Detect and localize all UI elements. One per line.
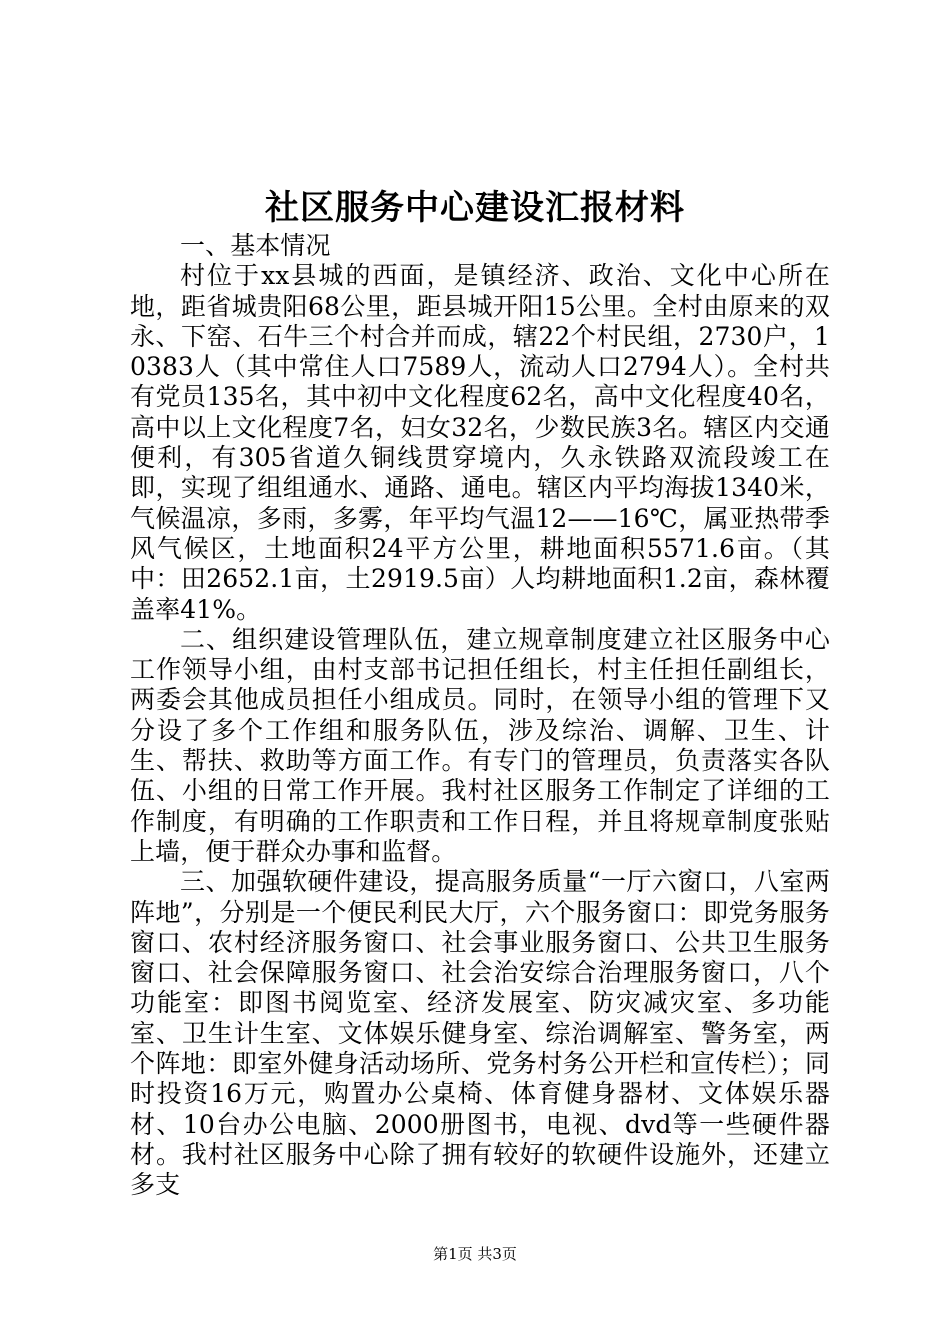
- page-title: 社区服务中心建设汇报材料: [265, 188, 685, 228]
- paragraph-basic-info: 村位于xx县城的西面，是镇经济、政治、文化中心所在地，距省城贵阳68公里，距县城开阳15公里。全村由原来的双永、下窑、石牛三个村合并而成，辖22个村民组，2730户，10383人（其中常住人口7589人，流动人口2794人）。全村共有党员135名，其中初中文化程度62名，高中文化程度40名，高中以上文化程度7名，妇女32名，少数民族3名。辖区内交通便利，有305省道久铜线贯穿境内，久永铁路双流段竣工在即，实现了组组通水、通路、通电。辖区内平均海拔1340米，气候温凉，多雨，多雾，年平均气温12——16℃，属亚热带季风气候区，土地面积24平方公里，耕地面积5571.6亩。（其中：田2652.1亩，土2919.5亩）人均耕地面积1.2亩，森林覆盖率41%。: [130, 261, 830, 624]
- section-heading-basic-info: 一、基本情况: [180, 231, 331, 260]
- page-footer: 第1页 共3页: [433, 1245, 517, 1263]
- paragraph-organization: 二、组织建设管理队伍，建立规章制度建立社区服务中心工作领导小组，由村支部书记担任组长，村主任担任副组长，两委会其他成员担任小组成员。同时，在领导小组的管理下又分设了多个工作组和服务队伍，涉及综治、调解、卫生、计生、帮扶、救助等方面工作。有专门的管理员，负责落实各队伍、小组的日常工作开展。我村社区服务工作制定了详细的工作制度，有明确的工作职责和工作日程，并且将规章制度张贴上墙，便于群众办事和监督。: [130, 624, 830, 866]
- document-body: [130, 231, 830, 1201]
- paragraph-infrastructure: 三、加强软硬件建设，提高服务质量“一厅六窗口，八室两阵地”，分别是一个便民利民大厅，六个服务窗口：即党务服务窗口、农村经济服务窗口、社会事业服务窗口、公共卫生服务窗口、社会保障服务窗口、社会治安综合治理服务窗口，八个功能室：即图书阅览室、经济发展室、防灾减灾室、多功能室、卫生计生室、文体娱乐健身室、综治调解室、警务室，两个阵地：即室外健身活动场所、党务村务公开栏和宣传栏）；同时投资16万元，购置办公桌椅、体育健身器材、文体娱乐器材、10台办公电脑、2000册图书，电视、dvd等一些硬件器材。我村社区服务中心除了拥有较好的软硬件设施外，还建立多支: [130, 867, 830, 1200]
